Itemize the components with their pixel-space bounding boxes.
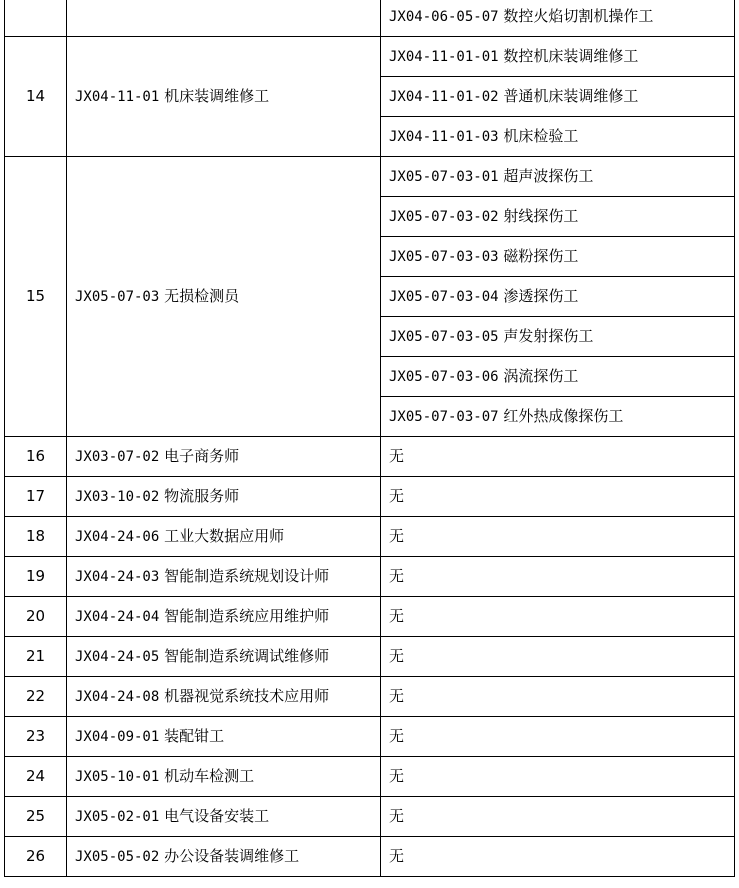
- table-row: [5, 637, 735, 677]
- occupation-name: 电子商务师: [164, 447, 240, 465]
- sub-occupation-name: 无: [389, 527, 405, 545]
- table-row: [5, 557, 735, 597]
- table-row: [5, 517, 735, 557]
- sub-occupation-name: 无: [389, 807, 405, 825]
- table-row: [5, 477, 735, 517]
- sub-occupation-cell: [381, 397, 735, 437]
- table-row: [5, 437, 735, 477]
- row-number: 18: [5, 517, 67, 557]
- sub-occupation-code: JX04-11-01-01: [389, 49, 499, 65]
- sub-occupation-name: 无: [389, 687, 405, 705]
- occupation-code: JX04-11-01: [75, 89, 160, 105]
- occupation-cell: [67, 0, 381, 37]
- table-row: [5, 717, 735, 757]
- row-number: [5, 0, 67, 37]
- sub-occupation-name: 数控机床装调维修工: [503, 47, 639, 65]
- sub-occupation-code: JX04-06-05-07: [389, 9, 499, 25]
- sub-occupation-name: 数控火焰切割机操作工: [503, 7, 654, 25]
- row-number: 25: [5, 797, 67, 837]
- row-number: 24: [5, 757, 67, 797]
- occupation-cell: [67, 477, 381, 517]
- row-number: 21: [5, 637, 67, 677]
- sub-occupation-name: 无: [389, 487, 405, 505]
- sub-occupation-name: 声发射探伤工: [503, 327, 594, 345]
- occupation-cell: [67, 677, 381, 717]
- sub-occupation-code: JX05-07-03-06: [389, 369, 499, 385]
- sub-occupation-cell: [381, 237, 735, 277]
- sub-occupation-cell: [381, 77, 735, 117]
- sub-occupation-cell: [381, 677, 735, 717]
- sub-occupation-cell: [381, 277, 735, 317]
- occupation-name: 机床装调维修工: [164, 87, 270, 105]
- sub-occupation-cell: [381, 757, 735, 797]
- sub-occupation-cell: [381, 157, 735, 197]
- row-number: 16: [5, 437, 67, 477]
- occupation-cell: [67, 557, 381, 597]
- occupation-name: 办公设备装调维修工: [164, 847, 300, 865]
- occupation-cell: [67, 517, 381, 557]
- occupation-code: JX04-24-03: [75, 569, 160, 585]
- occupation-name: 机动车检测工: [164, 767, 255, 785]
- table-row: [5, 677, 735, 717]
- occupation-code: JX04-09-01: [75, 729, 160, 745]
- table-row: [5, 157, 735, 197]
- row-number: 14: [5, 37, 67, 157]
- sub-occupation-name: 涡流探伤工: [503, 367, 579, 385]
- row-number: 19: [5, 557, 67, 597]
- occupation-name: 物流服务师: [164, 487, 240, 505]
- occupation-cell: [67, 757, 381, 797]
- occupation-name: 智能制造系统规划设计师: [164, 567, 330, 585]
- occupation-code: JX05-07-03: [75, 289, 160, 305]
- table-row: [5, 837, 735, 877]
- occupation-code: JX04-24-08: [75, 689, 160, 705]
- occupation-name: 工业大数据应用师: [164, 527, 285, 545]
- occupation-name: 智能制造系统应用维护师: [164, 607, 330, 625]
- sub-occupation-name: 普通机床装调维修工: [503, 87, 639, 105]
- occupation-code: JX04-24-06: [75, 529, 160, 545]
- sub-occupation-cell: [381, 637, 735, 677]
- sub-occupation-cell: [381, 597, 735, 637]
- sub-occupation-cell: [381, 797, 735, 837]
- sub-occupation-code: JX05-07-03-03: [389, 249, 499, 265]
- occupation-cell: [67, 597, 381, 637]
- occupation-cell: [67, 837, 381, 877]
- row-number: 26: [5, 837, 67, 877]
- occupation-table: [4, 0, 735, 877]
- row-number: 17: [5, 477, 67, 517]
- occupation-cell: [67, 437, 381, 477]
- table-row: [5, 797, 735, 837]
- sub-occupation-cell: [381, 517, 735, 557]
- sub-occupation-cell: [381, 837, 735, 877]
- sub-occupation-cell: [381, 197, 735, 237]
- occupation-name: 装配钳工: [164, 727, 225, 745]
- row-number: 22: [5, 677, 67, 717]
- sub-occupation-cell: [381, 37, 735, 77]
- sub-occupation-cell: [381, 557, 735, 597]
- sub-occupation-cell: [381, 357, 735, 397]
- occupation-name: 电气设备安装工: [164, 807, 270, 825]
- occupation-cell: [67, 717, 381, 757]
- sub-occupation-name: 渗透探伤工: [503, 287, 579, 305]
- sub-occupation-name: 超声波探伤工: [503, 167, 594, 185]
- occupation-cell: [67, 37, 381, 157]
- occupation-code: JX04-24-04: [75, 609, 160, 625]
- occupation-table-body: [5, 0, 735, 877]
- occupation-code: JX05-10-01: [75, 769, 160, 785]
- sub-occupation-code: JX05-07-03-05: [389, 329, 499, 345]
- sub-occupation-name: 无: [389, 567, 405, 585]
- occupation-cell: [67, 797, 381, 837]
- sub-occupation-cell: [381, 317, 735, 357]
- sub-occupation-cell: [381, 437, 735, 477]
- sub-occupation-code: JX05-07-03-04: [389, 289, 499, 305]
- sub-occupation-code: JX05-07-03-01: [389, 169, 499, 185]
- occupation-cell: [67, 637, 381, 677]
- sub-occupation-cell: [381, 0, 735, 37]
- sub-occupation-name: 磁粉探伤工: [503, 247, 579, 265]
- sub-occupation-code: JX04-11-01-03: [389, 129, 499, 145]
- occupation-name: 无损检测员: [164, 287, 240, 305]
- row-number: 20: [5, 597, 67, 637]
- occupation-code: JX03-07-02: [75, 449, 160, 465]
- sub-occupation-name: 射线探伤工: [503, 207, 579, 225]
- occupation-code: JX05-02-01: [75, 809, 160, 825]
- occupation-name: 智能制造系统调试维修师: [164, 647, 330, 665]
- table-row: [5, 597, 735, 637]
- sub-occupation-cell: [381, 717, 735, 757]
- row-number: 23: [5, 717, 67, 757]
- sub-occupation-name: 无: [389, 847, 405, 865]
- table-row: [5, 757, 735, 797]
- sub-occupation-code: JX05-07-03-02: [389, 209, 499, 225]
- sub-occupation-cell: [381, 117, 735, 157]
- occupation-code: JX05-05-02: [75, 849, 160, 865]
- sub-occupation-name: 机床检验工: [503, 127, 579, 145]
- sub-occupation-name: 无: [389, 767, 405, 785]
- occupation-cell: [67, 157, 381, 437]
- sub-occupation-name: 红外热成像探伤工: [503, 407, 624, 425]
- sub-occupation-name: 无: [389, 727, 405, 745]
- sub-occupation-code: JX05-07-03-07: [389, 409, 499, 425]
- occupation-name: 机器视觉系统技术应用师: [164, 687, 330, 705]
- sub-occupation-name: 无: [389, 447, 405, 465]
- sub-occupation-cell: [381, 477, 735, 517]
- occupation-code: JX03-10-02: [75, 489, 160, 505]
- occupation-code: JX04-24-05: [75, 649, 160, 665]
- sub-occupation-code: JX04-11-01-02: [389, 89, 499, 105]
- row-number: 15: [5, 157, 67, 437]
- sub-occupation-name: 无: [389, 647, 405, 665]
- sub-occupation-name: 无: [389, 607, 405, 625]
- table-row: [5, 37, 735, 77]
- table-row: [5, 0, 735, 37]
